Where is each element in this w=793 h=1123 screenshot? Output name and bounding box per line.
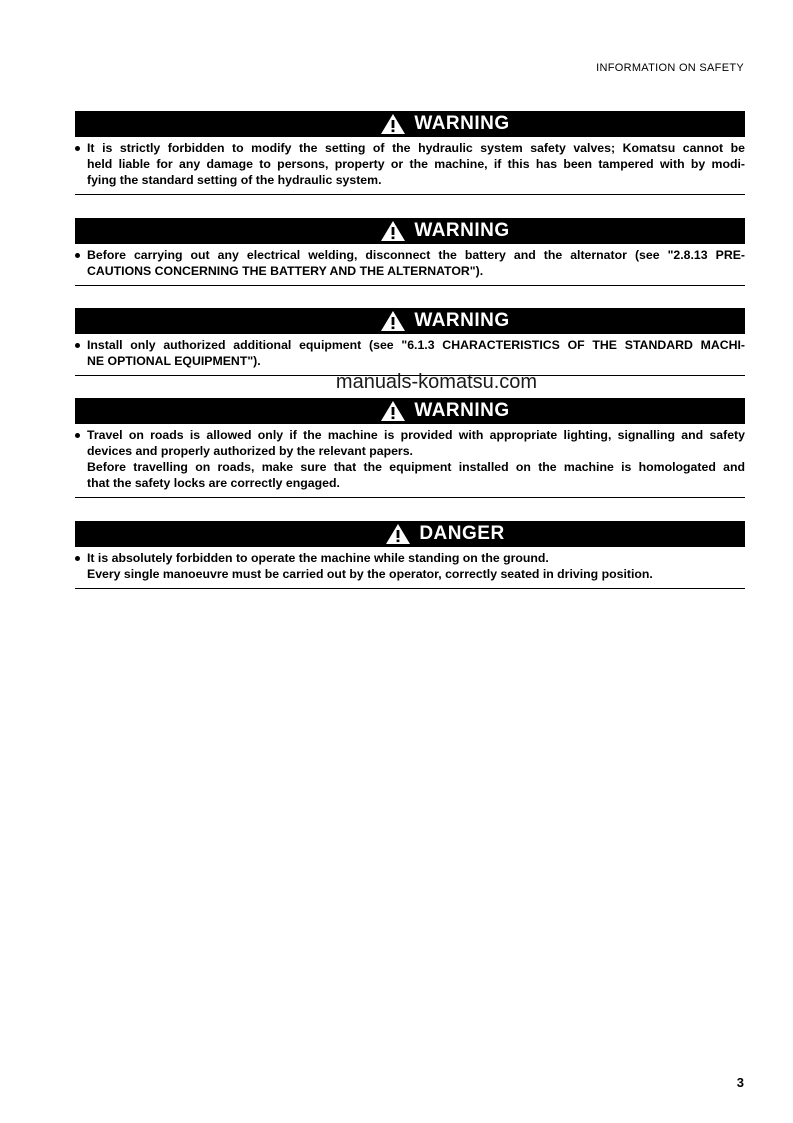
bullet-icon (75, 433, 80, 438)
text-line: It is absolutely forbidden to operate the machine while standing on the ground. (87, 551, 549, 565)
text-line: that the safety locks are correctly engaged. (87, 476, 340, 490)
watermark-text: manuals-komatsu.com (335, 371, 538, 393)
text-line: NE OPTIONAL EQUIPMENT"). (87, 354, 261, 368)
bullet-icon (75, 146, 80, 151)
warning-item (75, 247, 745, 279)
text-line: devices and properly authorized by the relevant papers. (87, 444, 413, 458)
warning-box-4 (75, 398, 745, 498)
warning-item (75, 337, 745, 369)
warning-header (75, 111, 745, 137)
warning-header (75, 398, 745, 424)
warning-item (75, 140, 745, 188)
danger-item (75, 550, 745, 582)
warning-label: WARNING (414, 220, 510, 241)
bullet-icon (75, 253, 80, 258)
text-line: CAUTIONS CONCERNING THE BATTERY AND THE ALTERNATOR"). (87, 264, 484, 278)
warning-label: WARNING (414, 113, 510, 134)
warning-item (75, 427, 745, 491)
warning-header (75, 308, 745, 334)
text-line: It is strictly forbidden to modify the setting of the hydraulic system safety valves; Komatsu cannot be (87, 141, 745, 155)
text-line: Travel on roads is allowed only if the machine is provided with appropriate lighting, signalling and safety (87, 428, 745, 442)
text-line: Every single manoeuvre must be carried out by the operator, correctly seated in driving position. (87, 567, 653, 581)
danger-box (75, 521, 745, 589)
warning-label: WARNING (414, 310, 510, 331)
page-header: INFORMATION ON SAFETY (596, 62, 744, 74)
danger-header (75, 521, 745, 547)
warning-box-1 (75, 111, 745, 195)
bullet-icon (75, 556, 80, 561)
warning-triangle-icon (380, 220, 406, 242)
warning-box-2 (75, 218, 745, 286)
text-line: Before carrying out any electrical welding, disconnect the battery and the alternator (see "2.8.13 PRE- (87, 248, 745, 262)
text-line: fying the standard setting of the hydraulic system. (87, 173, 382, 187)
warning-triangle-icon (380, 310, 406, 332)
warning-triangle-icon (380, 113, 406, 135)
text-line: Before travelling on roads, make sure that the equipment installed on the machine is homologated and (87, 460, 745, 474)
danger-label: DANGER (419, 523, 505, 544)
bullet-icon (75, 343, 80, 348)
warning-triangle-icon (385, 523, 411, 545)
warning-box-3 (75, 308, 745, 376)
text-line: Install only authorized additional equipment (see "6.1.3 CHARACTERISTICS OF THE STANDARD MACHI- (87, 338, 745, 352)
warning-label: WARNING (414, 400, 510, 421)
text-line: held liable for any damage to persons, property or the machine, if this has been tampered with by modi- (87, 157, 745, 171)
warning-header (75, 218, 745, 244)
warning-triangle-icon (380, 400, 406, 422)
page-number: 3 (736, 1075, 744, 1090)
